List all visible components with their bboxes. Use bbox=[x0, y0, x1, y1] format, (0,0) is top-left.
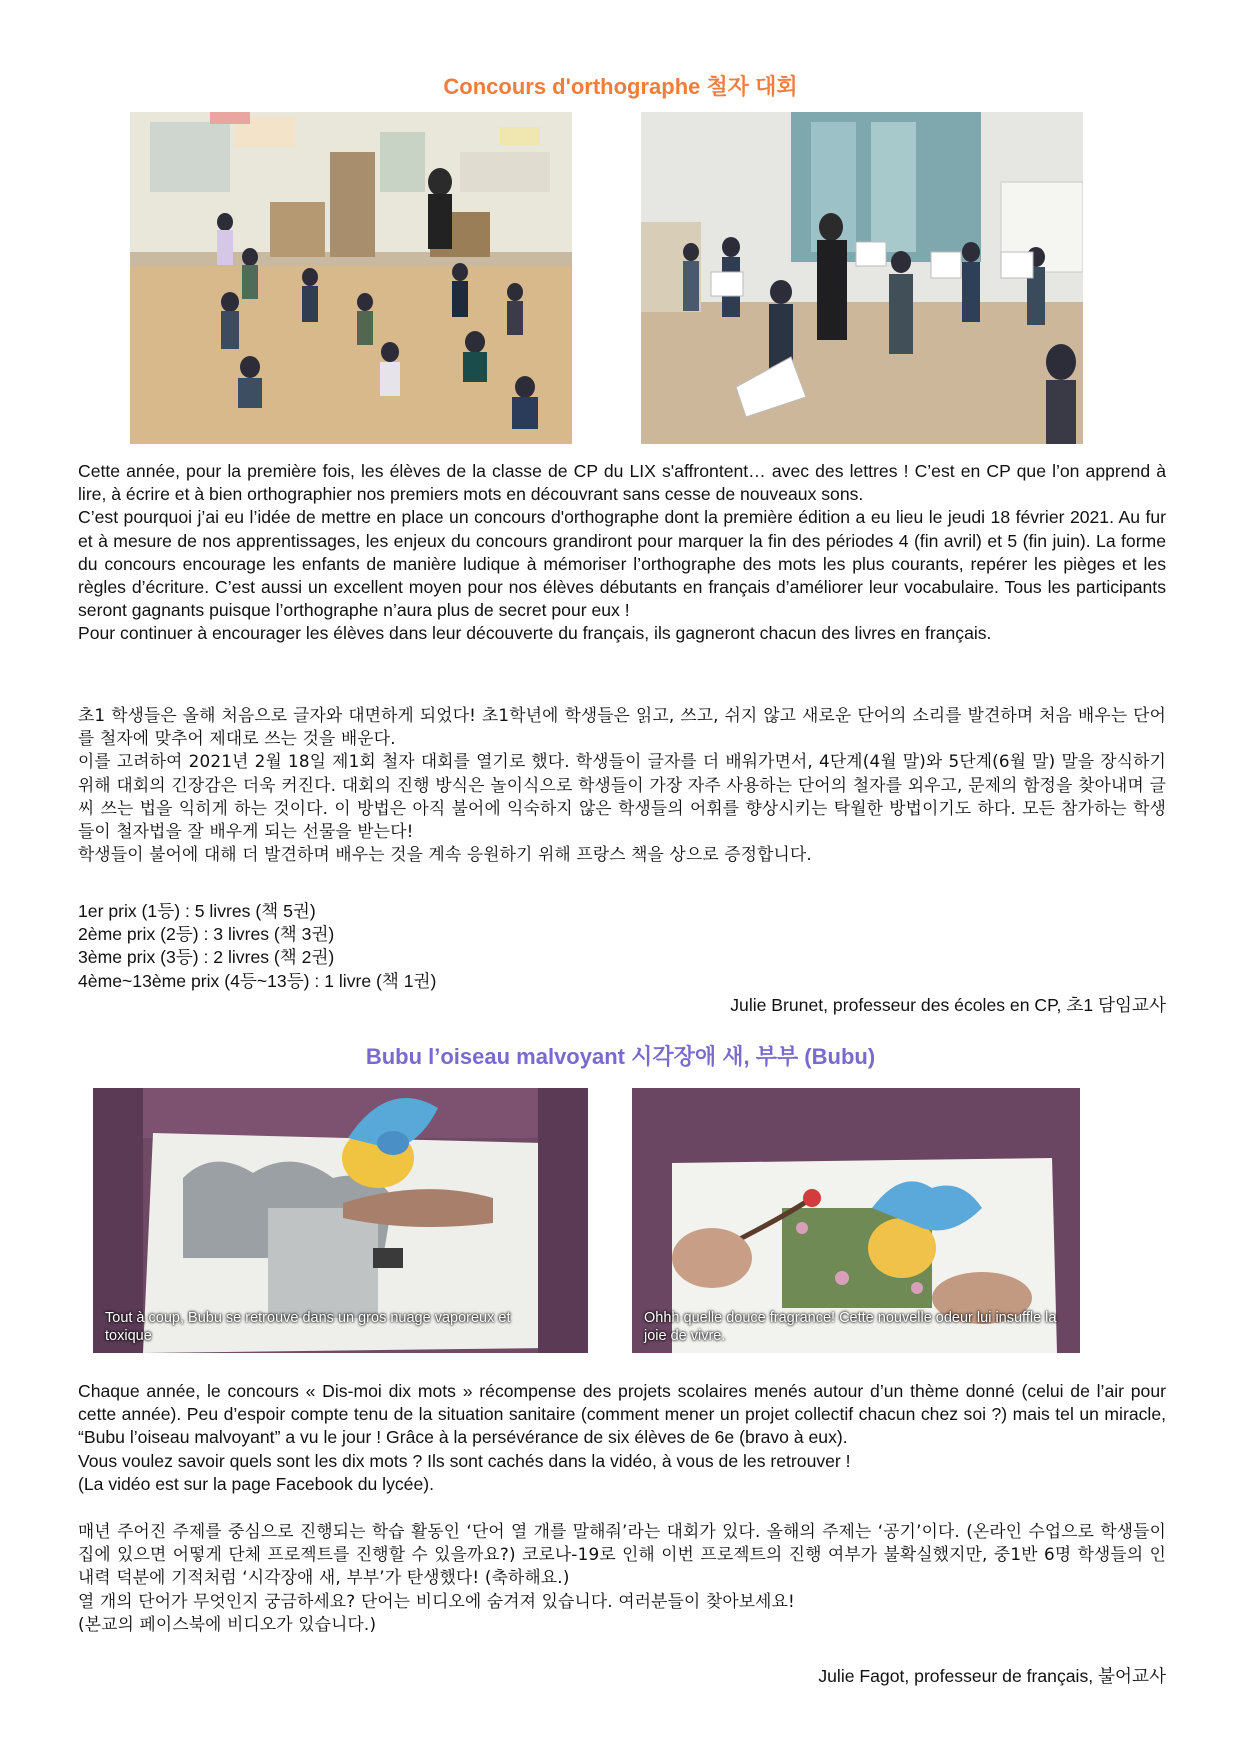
prize-item: 1er prix (1등) : 5 livres (책 5권) bbox=[78, 901, 316, 921]
section2-title: Bubu l’oiseau malvoyant 시각장애 새, 부부 (Bubu) bbox=[365, 1044, 876, 1069]
section2-korean-text bbox=[78, 1520, 1166, 1636]
prize-item: 2ème prix (2등) : 3 livres (책 3권) bbox=[78, 924, 335, 945]
section2-french-text bbox=[78, 1380, 1166, 1496]
prize-item: 4ème~13ème prix (4등~13등) : 1 livre (책 1권) bbox=[78, 970, 437, 991]
paragraph: Cette année, pour la première fois, les élèves de la classe de CP du LIX s'affrontent… avec des lettres ! C’est en CP que l’on apprend à lire, à écrire et à bien orthographier nos premiers mots en découvrant sans cesse de nouveaux sons. bbox=[78, 461, 1166, 505]
section1-signature: Julie Brunet, professeur des écoles en CP, 초1 담임교사 bbox=[730, 995, 1166, 1015]
video-still-left bbox=[93, 1088, 588, 1353]
paragraph: 초1 학생들은 올해 처음으로 글자와 대면하게 되었다! 초1학년에 학생들은 읽고, 쓰고, 쉬지 않고 새로운 단어의 소리를 발견하며 처음 배우는 단어를 철자에 맞추어 제대로 쓰는 것을 배운다. bbox=[78, 705, 1166, 749]
video-caption-left: Tout à coup, Bubu se retrouve dans un gros nuage vaporeux et toxique bbox=[105, 1310, 511, 1344]
paragraph: 학생들이 불어에 대해 더 발견하며 배우는 것을 계속 응원하기 위해 프랑스 책을 상으로 증정합니다. bbox=[78, 844, 812, 865]
video-still-right bbox=[632, 1088, 1080, 1353]
classroom-photo-left bbox=[130, 112, 572, 444]
paragraph: Vous voulez savoir quels sont les dix mots ? Ils sont cachés dans la vidéo, à vous de les retrouver ! bbox=[78, 1450, 851, 1471]
video-caption-right: Ohhh quelle douce fragrance! Cette nouvelle odeur lui insuffle la joie de vivre. bbox=[644, 1310, 1057, 1344]
paragraph: 매년 주어진 주제를 중심으로 진행되는 학습 활동인 ‘단어 열 개를 말해줘’라는 대회가 있다. 올해의 주제는 ‘공기’이다. (온라인 수업으로 학생들이 집에 있으면 어떻게 단체 프로젝트를 진행할 수 있을까요?) 코로나-19로 인해 이번 프로젝트의 진행 여부가 불확실했지만, 중1반 6명 학생들의 인내력 덕분에 기적처럼 ‘시각장애 새, 부부’가 탄생했다! (축하해요.) bbox=[78, 1521, 1166, 1588]
paragraph: Chaque année, le concours « Dis-moi dix mots » récompense des projets scolaires menés autour d’un thème donné (celui de l’air pour cette année). Peu d’espoir compte tenu de la situation sanitaire (comment mener un projet collectif chacun chez soi ?) mais tel un miracle, “Bubu l’oiseau malvoyant” a vu le jour ! Grâce à la persévérance de six élèves de 6e (bravo à eux). bbox=[78, 1381, 1166, 1448]
paragraph: 열 개의 단어가 무엇인지 궁금하세요? 단어는 비디오에 숨겨져 있습니다. 여러분들이 찾아보세요! bbox=[78, 1590, 795, 1611]
prize-list bbox=[78, 900, 436, 993]
paragraph: (La vidéo est sur la page Facebook du lycée). bbox=[78, 1473, 434, 1494]
section2-signature: Julie Fagot, professeur de français, 불어교사 bbox=[818, 1666, 1166, 1686]
classroom-photo-right bbox=[641, 112, 1083, 444]
paragraph: 이를 고려하여 2021년 2월 18일 제1회 철자 대회를 열기로 했다. 학생들이 글자를 더 배워가면서, 4단계(4월 말)와 5단계(6월 말) 말을 장식하기 위해 대회의 긴장감은 더욱 커진다. 대회의 진행 방식은 놀이식으로 학생들이 가장 자주 사용하는 단어의 철자를 외우고, 문제의 함정을 찾아내며 글씨 쓰는 법을 익히게 하는 것이다. 이 방법은 아직 불어에 익숙하지 않은 학생들의 어휘를 향상시키는 탁월한 방법이기도 하다. 모든 참가하는 학생들이 철자법을 잘 배우게 되는 선물을 받는다! bbox=[78, 751, 1166, 842]
paragraph: C’est pourquoi j’ai eu l’idée de mettre en place un concours d'orthographe dont la première édition a eu lieu le jeudi 18 février 2021. Au fur et à mesure de nos apprentissages, les enjeux du concours grandiront pour marquer la fin des périodes 4 (fin avril) et 5 (fin juin). La forme du concours encourage les enfants de manière ludique à mémoriser l’orthographe des mots les plus courants, repérer les pièges et les règles d’écriture. C’est aussi un excellent moyen pour nos élèves débutants en français d’améliorer leur vocabulaire. Tous les participants seront gagnants puisque l’orthographe n’aura plus de secret pour eux ! bbox=[78, 507, 1166, 621]
section1-title: Concours d'orthographe 철자 대회 bbox=[443, 74, 798, 99]
paragraph: Pour continuer à encourager les élèves dans leur découverte du français, ils gagneront chacun des livres en français. bbox=[78, 623, 992, 644]
paragraph: (본교의 페이스북에 비디오가 있습니다.) bbox=[78, 1613, 377, 1634]
section1-french-text bbox=[78, 460, 1166, 646]
prize-item: 3ème prix (3등) : 2 livres (책 2권) bbox=[78, 947, 335, 968]
section1-korean-text bbox=[78, 704, 1166, 866]
